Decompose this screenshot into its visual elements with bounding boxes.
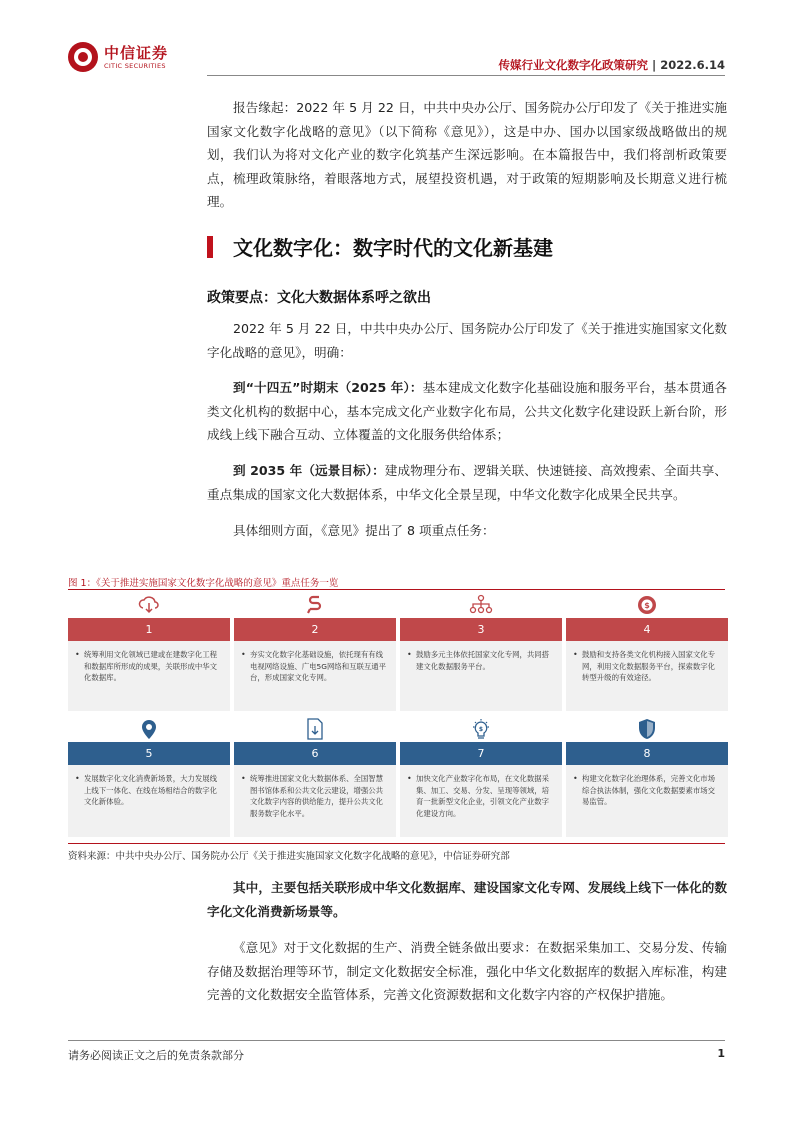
subsection-title: 政策要点：文化大数据体系呼之欲出 xyxy=(207,290,431,306)
paragraph-1: 2022 年 5 月 22 日，中共中央办公厅、国务院办公厅印发了《关于推进实施国家文化数字化战略的意见》，明确： xyxy=(207,321,727,360)
task-number: 5 xyxy=(68,742,230,765)
figure-top-rule xyxy=(68,589,725,590)
figure-bottom-rule xyxy=(68,843,725,844)
task-card xyxy=(566,592,728,711)
task-description: • 加快文化产业数字化布局，在文化数据采集、加工、交易、分发、呈现等领域，培育一批新型文化企业，引领文化产业数字化建设方向。 xyxy=(400,765,562,837)
task-card xyxy=(234,592,396,711)
gear-dollar-icon xyxy=(566,592,728,618)
company-logo xyxy=(68,40,178,74)
task-number: 7 xyxy=(400,742,562,765)
figure-source: 资料来源：中共中央办公厅、国务院办公厅《关于推进实施国家文化数字化战略的意见》，中信证券研究部 xyxy=(68,851,510,862)
cloud-download-icon xyxy=(68,592,230,618)
task-number: 8 xyxy=(566,742,728,765)
task-card xyxy=(400,716,562,837)
header-divider xyxy=(207,75,725,76)
lightbulb-dollar-icon xyxy=(400,716,562,742)
report-date: 2022.6.14 xyxy=(660,58,725,72)
document-icon xyxy=(234,716,396,742)
task-description: • 发展数字化文化消费新场景，大力发展线上线下一体化、在线在场相结合的数字化文化新体验。 xyxy=(68,765,230,837)
svg-text:$: $ xyxy=(478,726,484,733)
task-number: 2 xyxy=(234,618,396,641)
section-marker xyxy=(207,236,213,258)
paragraph-4: 具体细则方面，《意见》提出了 8 项重点任务： xyxy=(233,523,495,538)
route-icon xyxy=(234,592,396,618)
report-title: 传媒行业文化数字化政策研究 | 2022.6.14 xyxy=(498,58,725,72)
section-heading xyxy=(207,232,553,261)
task-description: • 鼓励多元主体依托国家文化专网，共同搭建文化数据服务平台。 xyxy=(400,641,562,711)
task-description: • 鼓励和支持各类文化机构接入国家文化专网，利用文化数据服务平台，探索数字化转型升级的有效途径。 xyxy=(566,641,728,711)
intro-paragraph: 报告缘起：2022 年 5 月 22 日，中共中央办公厅、国务院办公厅印发了《关于推进实施国家文化数字化战略的意见》（以下简称《意见》），这是中办、国办以国家级战略做出的规划，我们认为将对文化产业的数字化筑基产生深远影响。在本篇报告中，我们将剖析政策要点，梳理政策脉络，着眼落地方式，展望投资机遇，对于政策的短期影响及长期意义进行梳理。 xyxy=(207,100,727,209)
disclaimer-note: 请务必阅读正文之后的免责条款部分 xyxy=(68,1049,244,1062)
paragraph-6: 《意见》对于文化数据的生产、消费全链条做出要求：在数据采集加工、交易分发、传输存储及数据治理等环节，制定文化数据安全标准，强化中华文化数据库的数据入库标准，构建完善的文化数据安全监管体系，完善文化资源数据和文化数字内容的产权保护措施。 xyxy=(207,940,727,1002)
task-card xyxy=(68,716,230,837)
task-number: 6 xyxy=(234,742,396,765)
citic-logo-icon xyxy=(68,42,98,72)
task-number: 1 xyxy=(68,618,230,641)
logo-cn-text: 中信证券 xyxy=(104,43,169,62)
task-number: 4 xyxy=(566,618,728,641)
task-card xyxy=(566,716,728,837)
svg-text:$: $ xyxy=(644,601,650,610)
paragraph-2-text: 基本建成文化数字化基础设施和服务平台，基本贯通各类文化机构的数据中心，基本完成文化产业数字化布局，公共文化数字化建设跃上新台阶，形成线上线下融合互动、立体覆盖的文化服务供给体系； xyxy=(207,380,727,442)
task-card xyxy=(400,592,562,711)
shield-icon xyxy=(566,716,728,742)
task-description: • 夯实文化数字化基础设施，依托现有有线电视网络设施、广电5G网络和互联互通平台，形成国家文化专网。 xyxy=(234,641,396,711)
page-number: 1 xyxy=(717,1047,725,1060)
figure-title: 图 1：《关于推进实施国家文化数字化战略的意见》重点任务一览 xyxy=(68,578,339,589)
task-description: • 构建文化数字化治理体系，完善文化市场综合执法体制，强化文化数据要素市场交易监管。 xyxy=(566,765,728,837)
task-number: 3 xyxy=(400,618,562,641)
paragraph-3 xyxy=(207,459,727,506)
paragraph-3-text: 建成物理分布、逻辑关联、快速链接、高效搜索、全面共享、重点集成的国家文化大数据体系，中华文化全景呈现，中华文化数字化成果全民共享。 xyxy=(207,463,728,502)
task-description: • 统筹利用文化领域已建或在建数字化工程和数据库所形成的成果，关联形成中华文化数据库。 xyxy=(68,641,230,711)
paragraph-3-bold: 到 2035 年（远景目标）： xyxy=(233,463,385,478)
location-gear-icon xyxy=(68,716,230,742)
logo-en-text: CITIC SECURITIES xyxy=(104,61,166,70)
task-card xyxy=(234,716,396,837)
paragraph-2 xyxy=(207,376,727,447)
task-card xyxy=(68,592,230,711)
paragraph-2-bold: 到“十四五”时期末（2025 年）： xyxy=(233,380,423,395)
task-description: • 统筹推进国家文化大数据体系、全国智慧图书馆体系和公共文化云建设，增强公共文化数字内容的供给能力，提升公共文化服务数字化水平。 xyxy=(234,765,396,837)
paragraph-5: 其中，主要包括关联形成中华文化数据库、建设国家文化专网、发展线上线下一体化的数字化文化消费新场景等。 xyxy=(207,880,727,919)
footer-divider xyxy=(68,1040,725,1041)
section-title: 文化数字化：数字时代的文化新基建 xyxy=(233,236,553,260)
network-people-icon xyxy=(400,592,562,618)
report-name: 传媒行业文化数字化政策研究 xyxy=(498,58,649,72)
